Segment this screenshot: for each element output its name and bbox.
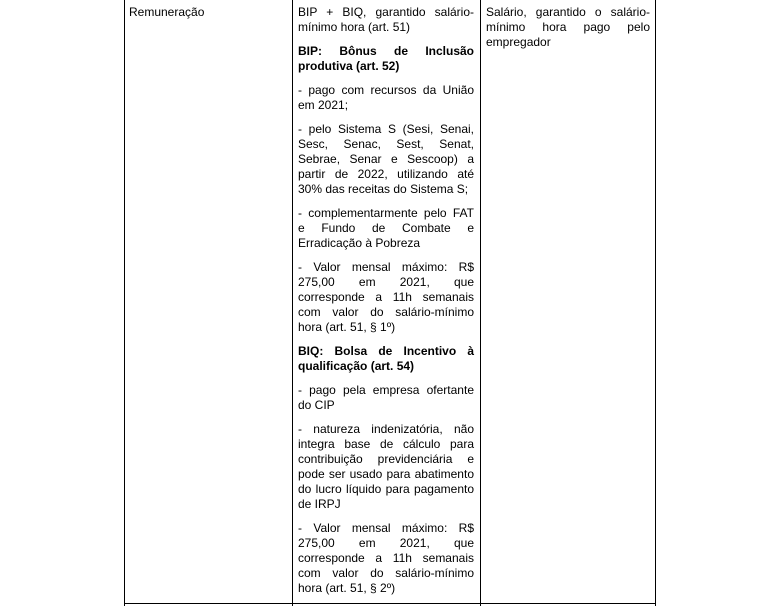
bip-item: - pago com recursos da União em 2021; (298, 83, 474, 112)
biq-heading: BIQ: Bolsa de Incentivo à qualificação (art. 54) (298, 344, 474, 373)
biq-item: - pago pela empresa ofertante do CIP (298, 383, 474, 412)
row-label: Remuneração (129, 5, 205, 19)
bip-item: - complementarmente pelo FAT e Fundo de Combate e Erradicação à Pobreza (298, 206, 474, 250)
row-label-cell (129, 5, 284, 20)
table-divider-1 (292, 0, 293, 606)
biq-item: - natureza indenizatória, não integra base de cálculo para contribuição previdenciária e pode ser usado para abatimento do lucro líquido para pagamento de IRPJ (298, 422, 474, 511)
biq-item: - Valor mensal máximo: R$ 275,00 em 2021, que corresponde a 11h semanais com valor do salário-mínimo hora (art. 51, § 2º) (298, 521, 474, 595)
table-border-left (124, 0, 125, 606)
right-column-text: Salário, garantido o salário-mínimo hora pago pelo empregador (486, 5, 650, 49)
middle-column-cell (298, 5, 474, 605)
right-column-cell (486, 5, 650, 59)
table-border-right (655, 0, 656, 606)
bip-item: - Valor mensal máximo: R$ 275,00 em 2021, que corresponde a 11h semanais com valor do salário-mínimo hora (art. 51, § 1º) (298, 260, 474, 334)
bip-item: - pelo Sistema S (Sesi, Senai, Sesc, Senac, Sest, Senat, Sebrae, Senar e Sescoop) a partir de 2022, utilizando até 30% das receitas do Sistema S; (298, 122, 474, 196)
bip-heading: BIP: Bônus de Inclusão produtiva (art. 52) (298, 44, 474, 73)
table-divider-2 (480, 0, 481, 606)
intro-text: BIP + BIQ, garantido salário-mínimo hora (art. 51) (298, 5, 474, 34)
